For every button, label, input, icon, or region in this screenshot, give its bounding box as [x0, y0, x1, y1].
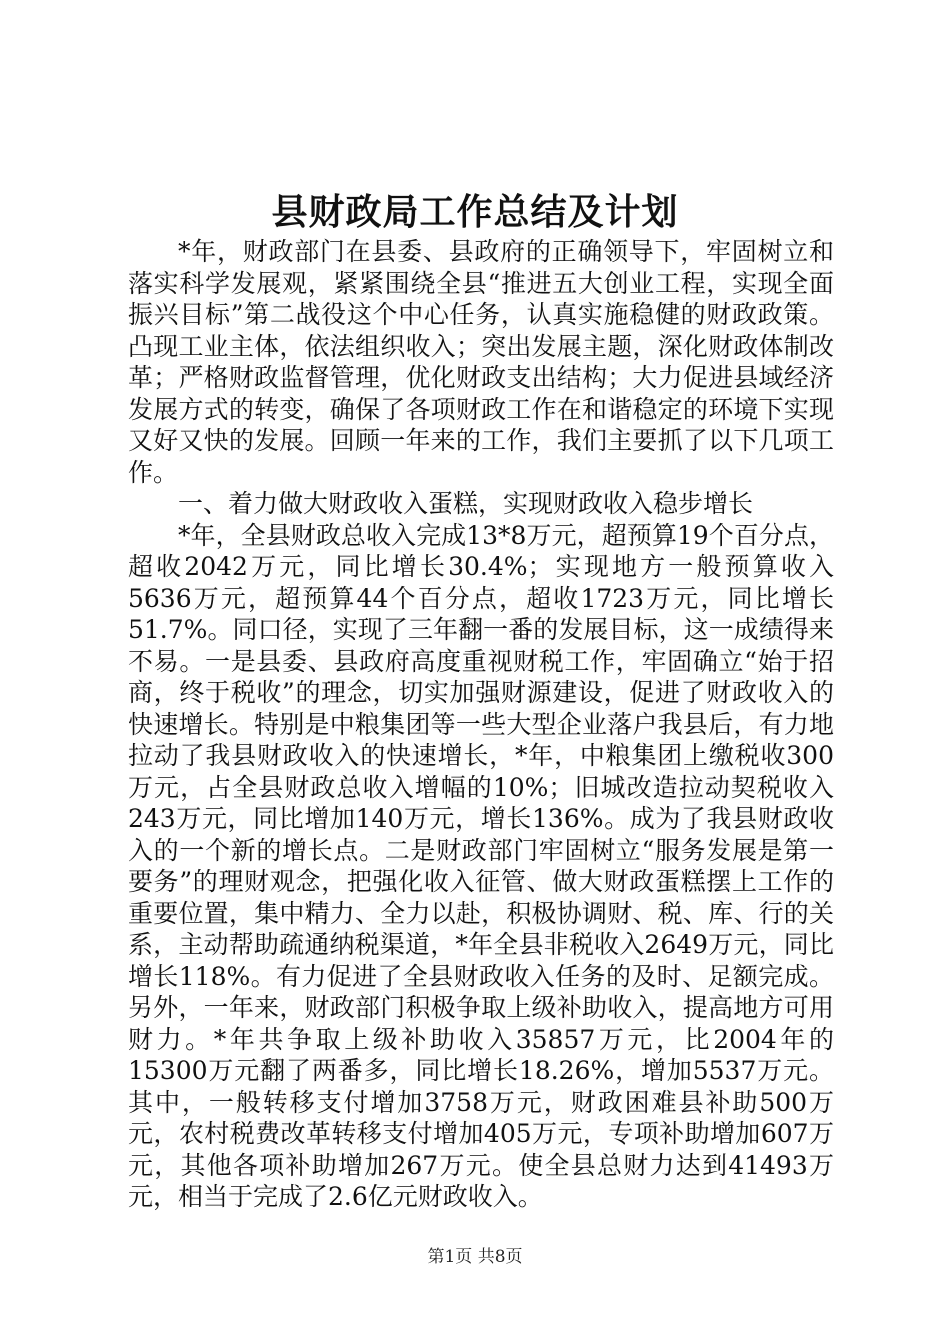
- intro-paragraph: *年，财政部门在县委、县政府的正确领导下，牢固树立和落实科学发展观，紧紧围绕全县“推进五大创业工程，实现全面振兴目标”第二战役这个中心任务，认真实施稳健的财政政策。凸现工业主体，依法组织收入；突出发展主题，深化财政体制改革；严格财政监督管理，优化财政支出结构；大力促进县域经济发展方式的转变，确保了各项财政工作在和谐稳定的环境下实现又好又快的发展。回顾一年来的工作，我们主要抓了以下几项工作。: [128, 237, 834, 487]
- body-paragraph: *年，全县财政总收入完成13*8万元，超预算19个百分点，超收2042万元，同比增长30.4%；实现地方一般预算收入5636万元，超预算44个百分点，超收1723万元，同比增长51.7%。同口径，实现了三年翻一番的发展目标，这一成绩得来不易。一是县委、县政府高度重视财税工作，牢固确立“始于招商，终于税收”的理念，切实加强财源建设，促进了财政收入的快速增长。特别是中粮集团等一些大型企业落户我县后，有力地拉动了我县财政收入的快速增长，*年，中粮集团上缴税收300万元，占全县财政总收入增幅的10%；旧城改造拉动契税收入243万元，同比增加140万元，增长136%。成为了我县财政收入的一个新的增长点。二是财政部门牢固树立“服务发展是第一要务”的理财观念，把强化收入征管、做大财政蛋糕摆上工作的重要位置，集中精力、全力以赴，积极协调财、税、库、行的关系，主动帮助疏通纳税渠道，*年全县非税收入2649万元，同比增长118%。有力促进了全县财政收入任务的及时、足额完成。另外，一年来，财政部门积极争取上级补助收入，提高地方可用财力。*年共争取上级补助收入35857万元，比2004年的15300万元翻了两番多，同比增长18.26%，增加5537万元。其中，一般转移支付增加3758万元，财政困难县补助500万元，农村税费改革转移支付增加405万元，专项补助增加607万元，其他各项补助增加267万元。使全县总财力达到41493万元，相当于完成了2.6亿元财政收入。: [128, 520, 834, 1211]
- page-number: 第1页 共8页: [427, 1247, 523, 1267]
- document-title: 县财政局工作总结及计划: [271, 191, 679, 233]
- document-body: [128, 236, 834, 1213]
- section-heading: 一、着力做大财政收入蛋糕，实现财政收入稳步增长: [178, 489, 754, 518]
